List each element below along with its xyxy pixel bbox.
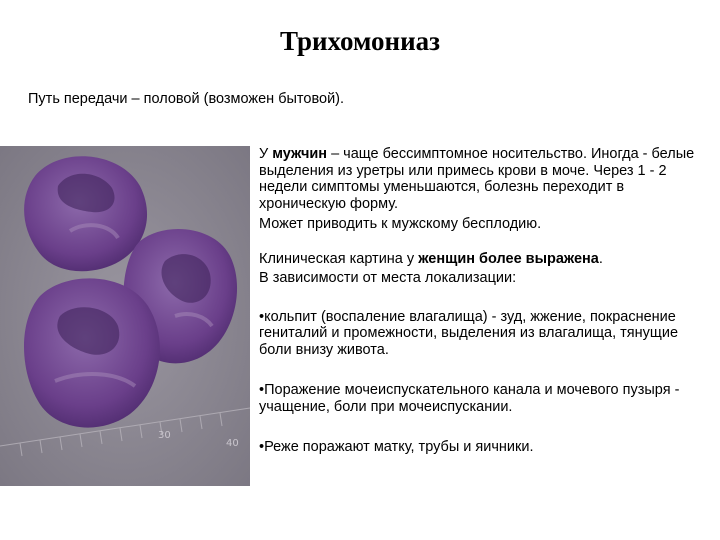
men-paragraph (259, 146, 714, 212)
micrograph-image (0, 146, 250, 486)
trichomonas-micrograph (0, 146, 250, 486)
trichomonad-cell-upper (24, 156, 147, 271)
scale-label-30: 30 (158, 430, 171, 441)
bullet-urethra: •Поражение мочеиспускательного канала и мочевого пузыря - учащение, боли при мочеиспускании. (259, 382, 680, 415)
bullet-uterus: •Реже поражают матку, трубы и яичники. (259, 439, 534, 455)
slide-title: Трихомониаз (279, 26, 440, 56)
men-infertility: Может приводить к мужскому бесплодию. (259, 216, 542, 232)
scale-label-40: 40 (226, 438, 239, 449)
localization-line: В зависимости от места локализации: (259, 270, 517, 286)
women-subject: женщин более выражена (418, 250, 599, 267)
text-column (259, 146, 714, 456)
men-description: – чаще бессимптомное носительство. Иногда - белые выделения из уретры или примесь крови в моче. Через 1 - 2 недели симптомы уменьшаются, болезнь переходит в хроническую форму. (259, 146, 695, 212)
transmission-route: Путь передачи – половой (возможен бытовой). (28, 91, 345, 107)
bullet-colpitis: •кольпит (воспаление влагалища) - зуд, жжение, покраснение гениталий и промежности, выделения из влагалища, тянущие боли внизу живота. (259, 308, 679, 358)
men-subject: мужчин (272, 146, 328, 162)
women-suffix: . (598, 250, 603, 267)
women-paragraph (259, 251, 714, 268)
men-prefix: У (259, 146, 273, 162)
women-prefix: Клиническая картина у (259, 250, 419, 267)
